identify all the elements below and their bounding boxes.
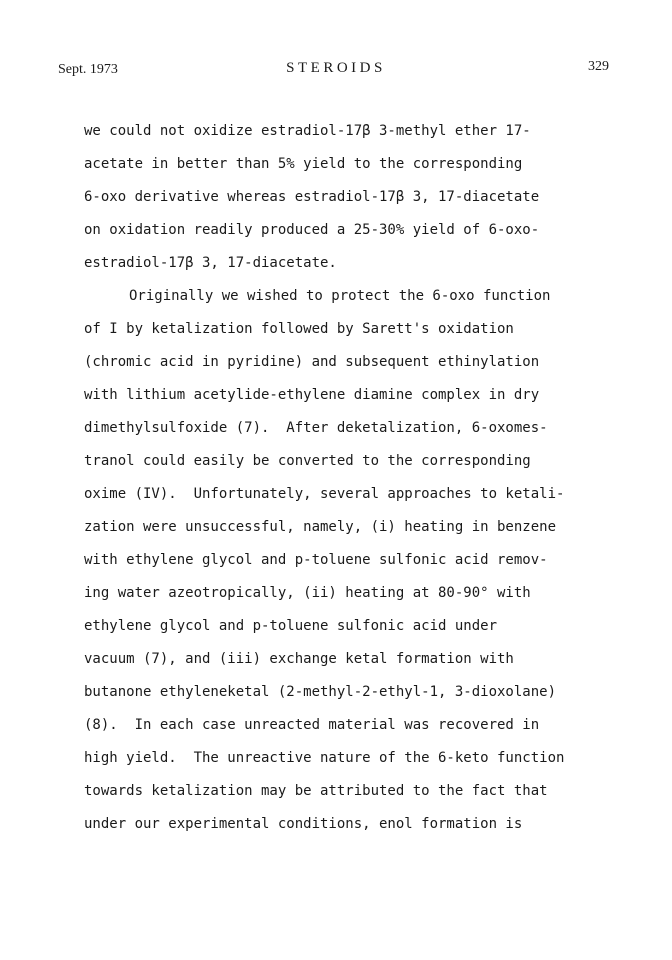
text-line: (8). In each case unreacted material was recovered in	[84, 717, 540, 733]
text-line: oxime (IV). Unfortunately, several approaches to ketali-	[84, 486, 565, 502]
text-line: 6-oxo derivative whereas estradiol-17β 3, 17-diacetate	[84, 189, 540, 205]
text-line: butanone ethyleneketal (2-methyl-2-ethyl-1, 3-dioxolane)	[84, 684, 557, 700]
text-line: zation were unsuccessful, namely, (i) heating in benzene	[84, 519, 557, 535]
text-line: (chromic acid in pyridine) and subsequent ethinylation	[84, 354, 540, 370]
text-line: tranol could easily be converted to the corresponding	[84, 453, 531, 469]
text-line: of I by ketalization followed by Sarett's oxidation	[84, 321, 514, 337]
text-line: acetate in better than 5% yield to the corresponding	[84, 156, 523, 172]
text-line: with ethylene glycol and p-toluene sulfonic acid remov-	[84, 552, 548, 568]
text-line: dimethylsulfoxide (7). After deketalization, 6-oxomes-	[84, 420, 548, 436]
journal-title: STEROIDS	[286, 60, 386, 76]
text-line: we could not oxidize estradiol-17β 3-methyl ether 17-	[84, 123, 531, 139]
journal-date: Sept. 1973	[58, 62, 118, 77]
text-line: estradiol-17β 3, 17-diacetate.	[84, 255, 337, 271]
page-number: 329	[588, 59, 609, 74]
text-line: ing water azeotropically, (ii) heating at 80-90° with	[84, 585, 531, 601]
text-line: ethylene glycol and p-toluene sulfonic acid under	[84, 618, 498, 634]
running-header	[0, 58, 672, 82]
text-line: under our experimental conditions, enol formation is	[84, 816, 523, 832]
text-line: Originally we wished to protect the 6-oxo function	[129, 288, 551, 304]
text-line: on oxidation readily produced a 25-30% yield of 6-oxo-	[84, 222, 540, 238]
text-line: vacuum (7), and (iii) exchange ketal formation with	[84, 651, 514, 667]
text-line: with lithium acetylide-ethylene diamine complex in dry	[84, 387, 540, 403]
text-line: high yield. The unreactive nature of the 6-keto function	[84, 750, 565, 766]
text-line: towards ketalization may be attributed to the fact that	[84, 783, 548, 799]
